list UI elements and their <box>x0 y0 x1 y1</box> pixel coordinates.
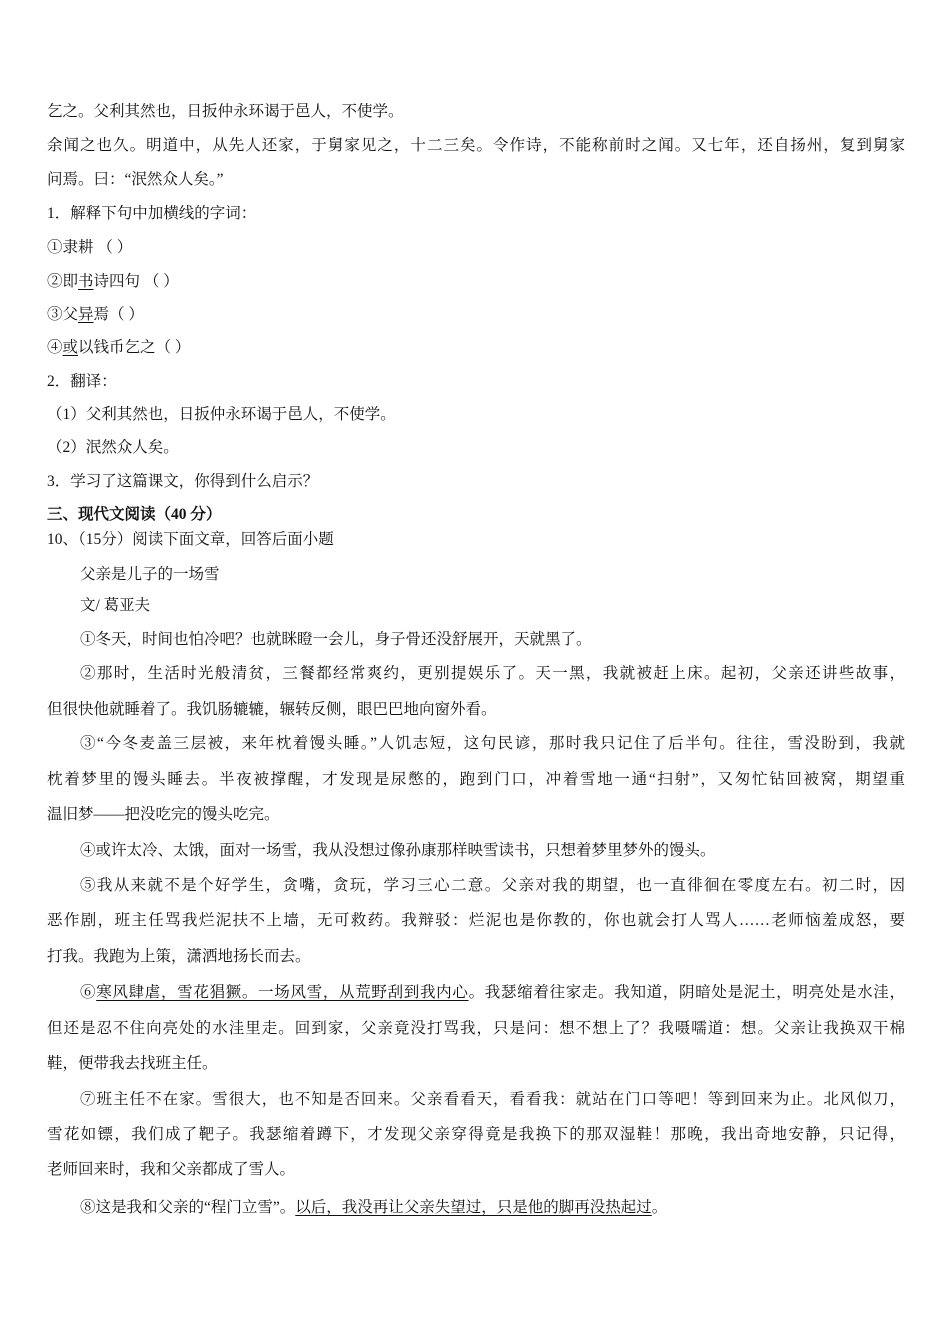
text-line <box>47 338 190 358</box>
text-span: 温旧梦——把没吃完的馒头吃完。 <box>47 806 280 823</box>
text-span: （1）父利其然也，日扳仲永环谒于邑人，不使学。 <box>47 406 396 423</box>
text-line <box>47 805 280 825</box>
text-span: （2）泯然众人矣。 <box>47 439 179 456</box>
text-span: ②即 <box>47 273 79 290</box>
text-line <box>80 630 592 650</box>
text-span: 父亲是儿子的一场雪 <box>80 566 220 583</box>
text-line <box>47 472 318 492</box>
text-span: ②那时，生活时光般清贫，三餐都经常爽约，更别提娱乐了。天一黑，我就被赶上床。起初，父亲还讲些故事， <box>80 665 905 682</box>
text-span: 以钱币乞之（ ） <box>78 339 191 356</box>
text-span: ④或许太冷、太饿，面对一场雪，我从没想过像孙康那样映雪读书，只想着梦里梦外的馒头。 <box>80 842 716 859</box>
text-span: 余闻之也久。明道中，从先人还家，于舅家见之，十二三矣。令作诗，不能称前时之闻。又七年，还自扬州，复到舅家 <box>47 137 905 154</box>
text-line <box>47 530 334 550</box>
text-span: 2．翻译： <box>47 373 117 390</box>
text-span: 文/ 葛亚夫 <box>80 597 151 614</box>
text-line <box>47 102 404 122</box>
text-line <box>80 664 905 684</box>
text-span: ④ <box>47 339 63 356</box>
text-line <box>47 438 179 458</box>
text-line <box>47 1054 218 1074</box>
text-span: 。我瑟缩着往家走。我知道，阴暗处是泥土，明亮处是水洼， <box>468 984 905 1001</box>
text-line <box>47 700 497 720</box>
text-line <box>80 734 905 754</box>
underlined-text: 寒风肆虐，雪花猖獗。一场风雪，从荒野刮到我内心 <box>96 984 469 1001</box>
text-line <box>47 272 179 292</box>
underlined-text: 以后，我没再让父亲失望过，只是他的脚再没热起过 <box>295 1199 652 1216</box>
text-line <box>47 136 905 156</box>
text-line <box>47 1160 295 1180</box>
text-span: 三、现代文阅读（40 分） <box>47 506 222 523</box>
text-span: 乞之。父利其然也，日扳仲永环谒于邑人，不使学。 <box>47 103 404 120</box>
text-span: ⑧这是我和父亲的“程门立雪”。 <box>80 1199 296 1216</box>
text-span: 但还是忍不住向亮处的水洼里走。回到家，父亲竟没打骂我，只是问：想不想上了？我嗫嚅道：想。父亲让我换双干棉 <box>47 1020 905 1037</box>
text-span: ③“今冬麦盖三层被，来年枕着馒头睡。”人饥志短，这句民谚，那时我只记住了后半句。往往，雪没盼到，我就 <box>80 735 905 752</box>
text-line <box>47 405 396 425</box>
text-span: 雪花如镖，我们成了靶子。我瑟缩着蹲下，才发现父亲穿得竟是我换下的那双湿鞋！那晚，我出奇地安静，只记得， <box>47 1126 905 1143</box>
text-span: 问焉。曰：“泯然众人矣。” <box>47 171 224 188</box>
text-line <box>47 170 224 190</box>
text-span: ⑤我从来就不是个好学生，贪嘴，贪玩，学习三心二意。父亲对我的期望，也一直徘徊在零度左右。初二时，因 <box>80 877 905 894</box>
underlined-text: 书 <box>78 273 94 290</box>
text-line <box>47 238 132 258</box>
text-span: 枕着梦里的馒头睡去。半夜被撑醒，才发现是尿憋的，跑到门口，冲着雪地一通“扫射”，又匆忙钻回被窝，期望重 <box>47 771 905 788</box>
underlined-text: 或 <box>62 339 79 356</box>
text-span: 3．学习了这篇课文，你得到什么启示？ <box>47 473 319 490</box>
text-span: ⑥ <box>80 984 97 1001</box>
text-span: ①隶耕 （ ） <box>47 239 133 256</box>
text-line <box>47 1019 905 1039</box>
text-span: 鞋，便带我去找班主任。 <box>47 1055 218 1072</box>
text-span: 老师回来时，我和父亲都成了雪人。 <box>47 1161 296 1178</box>
text-span: 。 <box>651 1199 668 1216</box>
article-title <box>80 565 220 585</box>
text-line <box>80 1090 905 1110</box>
text-line <box>47 947 311 967</box>
text-line <box>47 770 905 790</box>
text-span: 焉（ ） <box>93 306 144 323</box>
text-span: 10、（15分）阅读下面文章，回答后面小题 <box>47 531 334 548</box>
text-line <box>80 596 150 616</box>
text-span: 恶作剧，班主任骂我烂泥扶不上墙，无可救药。我辩驳：烂泥也是你教的，你也就会打人骂人……老师恼羞成怒，要 <box>47 912 905 929</box>
text-span: ①冬天，时间也怕冷吧？也就眯瞪一会儿，身子骨还没舒展开，天就黑了。 <box>80 631 592 648</box>
text-span: 打我。我跑为上策，潇洒地扬长而去。 <box>47 948 311 965</box>
text-line <box>47 204 256 224</box>
text-line <box>80 841 716 861</box>
underlined-text: 异 <box>78 306 94 323</box>
text-line <box>80 876 905 896</box>
text-span: 但很快他就睡着了。我饥肠辘辘，辗转反侧，眼巴巴地向窗外看。 <box>47 701 497 718</box>
text-span: 诗四句 （ ） <box>93 273 179 290</box>
text-span: 1．解释下句中加横线的字词： <box>47 205 257 222</box>
text-line <box>47 911 905 931</box>
section-heading <box>47 505 221 525</box>
text-line <box>47 1125 905 1145</box>
text-line <box>80 983 905 1003</box>
text-span: ③父 <box>47 306 79 323</box>
text-line <box>47 305 144 325</box>
text-line <box>80 1198 667 1218</box>
text-line <box>47 372 117 392</box>
text-span: ⑦班主任不在家。雪很大，也不知是否回来。父亲看看天，看看我：就站在门口等吧！等到回来为止。北风似刀， <box>80 1091 905 1108</box>
